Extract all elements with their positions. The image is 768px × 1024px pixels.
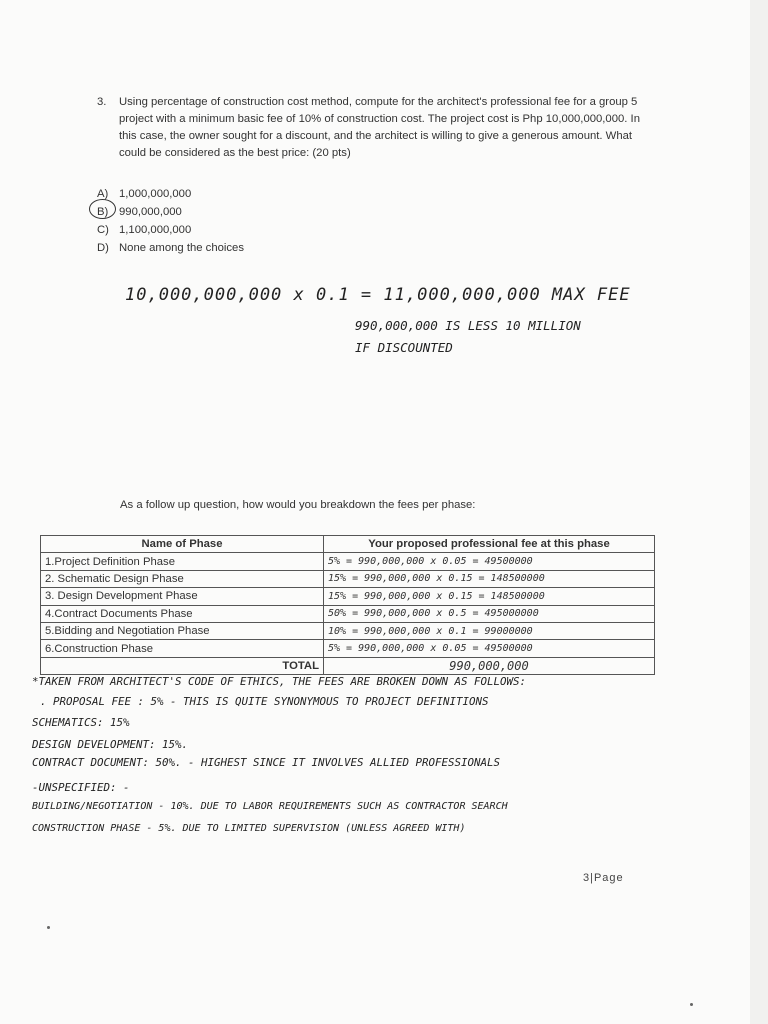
choice-b: B) 990,000,000	[97, 206, 182, 218]
selected-answer-circle	[89, 199, 116, 219]
phase-name: 1.Project Definition Phase	[41, 553, 324, 570]
note-line: CONTRACT DOCUMENT: 50%. - HIGHEST SINCE IT INVOLVES ALLIED PROFESSIONALS	[32, 756, 501, 769]
note-line: -UNSPECIFIED: -	[32, 781, 130, 794]
header-phase: Name of Phase	[41, 536, 324, 553]
phase-name: 3. Design Development Phase	[41, 588, 324, 605]
choice-c: C) 1,100,000,000	[97, 224, 192, 236]
note-line: SCHEMATICS: 15%	[32, 716, 130, 729]
header-fee: Your proposed professional fee at this phase	[324, 536, 655, 553]
phase-fee: 50% = 990,000,000 x 0.5 = 495000000	[324, 605, 655, 622]
question-block	[97, 94, 657, 162]
speck-mark	[690, 1003, 693, 1006]
phase-name: 2. Schematic Design Phase	[41, 570, 324, 587]
table-row	[41, 605, 655, 622]
total-value: 990,000,000	[324, 657, 655, 674]
handwritten-alternative: 990,000,000 IS LESS 10 MILLION	[355, 318, 581, 333]
phase-name: 6.Construction Phase	[41, 640, 324, 657]
phase-name: 5.Bidding and Negotiation Phase	[41, 622, 324, 639]
phase-fee: 15% = 990,000,000 x 0.15 = 148500000	[324, 588, 655, 605]
question-text: Using percentage of construction cost method, compute for the architect's professional fee for a group 5 project with a minimum basic fee of 10% of construction cost. The project cost is Php 10,000,000,000. In this case, the owner sought for a discount, and the architect is willing to give a generous amount. What could be considered as the best price: (20 pts)	[119, 96, 640, 159]
phase-fee: 5% = 990,000,000 x 0.05 = 49500000	[324, 640, 655, 657]
note-line: *TAKEN FROM ARCHITECT'S CODE OF ETHICS, THE FEES ARE BROKEN DOWN AS FOLLOWS:	[32, 675, 527, 688]
page-number: 3|Page	[583, 872, 624, 884]
phase-fee: 15% = 990,000,000 x 0.15 = 148500000	[324, 570, 655, 587]
table-header-row	[41, 536, 655, 553]
table-row	[41, 588, 655, 605]
followup-question: As a follow up question, how would you breakdown the fees per phase:	[120, 499, 476, 511]
speck-mark	[47, 926, 50, 929]
table-total-row	[41, 657, 655, 674]
phase-fee: 5% = 990,000,000 x 0.05 = 49500000	[324, 553, 655, 570]
phase-name: 4.Contract Documents Phase	[41, 605, 324, 622]
handwritten-equation: 10,000,000,000 x 0.1 = 11,000,000,000 MAX FEE	[125, 285, 631, 305]
table-row	[41, 570, 655, 587]
note-line: . PROPOSAL FEE : 5% - THIS IS QUITE SYNONYMOUS TO PROJECT DEFINITIONS	[40, 695, 489, 708]
table-row	[41, 622, 655, 639]
choice-d: D) None among the choices	[97, 242, 244, 254]
phase-fee: 10% = 990,000,000 x 0.1 = 99000000	[324, 622, 655, 639]
table-row	[41, 640, 655, 657]
answer-choices	[97, 185, 244, 257]
note-line: BUILDING/NEGOTIATION - 10%. DUE TO LABOR REQUIREMENTS SUCH AS CONTRACTOR SEARCH	[32, 801, 508, 812]
question-number: 3.	[97, 96, 107, 108]
choice-a: A) 1,000,000,000	[97, 188, 192, 200]
note-line: DESIGN DEVELOPMENT: 15%.	[32, 738, 189, 751]
handwritten-discount-note: IF DISCOUNTED	[355, 340, 453, 355]
total-label: TOTAL	[41, 657, 324, 674]
fee-breakdown-table	[40, 535, 655, 675]
table-row	[41, 553, 655, 570]
note-line: CONSTRUCTION PHASE - 5%. DUE TO LIMITED SUPERVISION (UNLESS AGREED WITH)	[32, 823, 466, 834]
